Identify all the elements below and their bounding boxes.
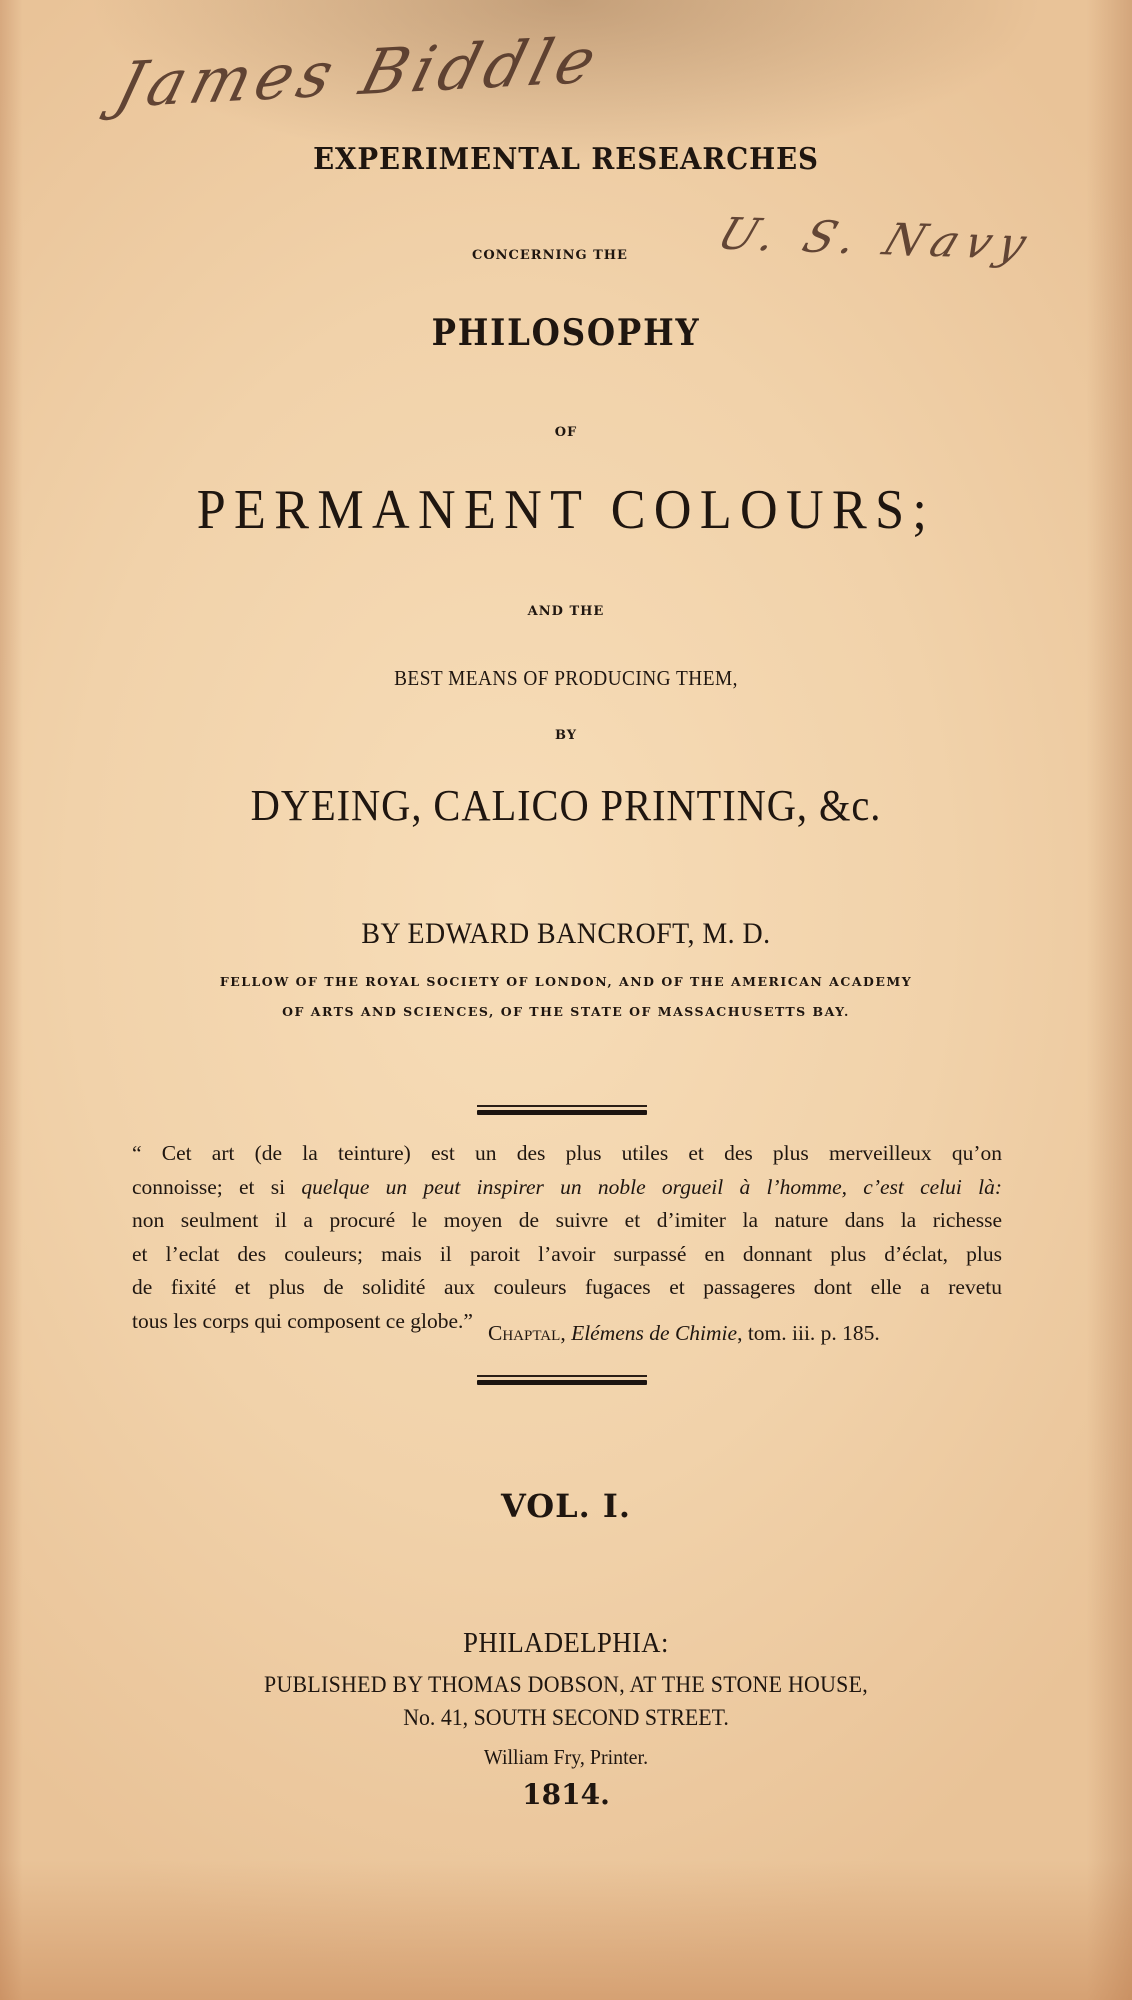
title-line-dyeing-calico-printing: DYEING, CALICO PRINTING, &c. (250, 781, 882, 830)
author-credentials-line-1: FELLOW OF THE ROYAL SOCIETY OF LONDON, AND OF THE AMERICAN ACADEMY (219, 974, 913, 989)
epigraph-citation: Chaptal, Elémens de Chimie, tom. iii. p. 185. (488, 1321, 880, 1345)
title-line-by: BY (554, 728, 578, 743)
title-line-and-the: AND THE (527, 604, 605, 619)
rule-thick-line (477, 1110, 647, 1115)
imprint-printer: William Fry, Printer. (483, 1745, 649, 1769)
rule-thin-line (477, 1375, 647, 1377)
title-line-experimental-researches: EXPERIMENTAL RESEARCHES (313, 142, 819, 177)
epigraph-line: de fixité et plus de solidité aux couleurs fugaces et passageres dont elle a revetu (132, 1275, 1002, 1299)
handwritten-annotation: U. S. Navy (710, 208, 1042, 271)
rule-thin-line (477, 1105, 647, 1107)
imprint-year: 1814. (522, 1778, 610, 1811)
epigraph-line: et l’eclat des couleurs; mais il paroit l’avoir surpassé en donnant plus d’éclat, plus (132, 1241, 1002, 1266)
imprint-address: No. 41, SOUTH SECOND STREET. (403, 1705, 729, 1731)
rule-thick-line (477, 1380, 647, 1385)
volume-number: VOL. I. (500, 1487, 632, 1525)
epigraph-quote (132, 1137, 1002, 1338)
epigraph-line: tous les corps qui composent ce globe.” (132, 1308, 473, 1333)
author-byline: BY EDWARD BANCROFT, M. D. (361, 917, 771, 950)
title-line-concerning-the: CONCERNING THE (472, 248, 628, 263)
title-line-permanent-colours: PERMANENT COLOURS; (196, 479, 936, 541)
title-line-best-means: BEST MEANS OF PRODUCING THEM, (394, 666, 738, 690)
epigraph-line: non seulment il a procuré le moyen de suivre et d’imiter la nature dans la richesse (132, 1208, 1002, 1232)
citation-author: Chaptal (488, 1321, 561, 1345)
imprint-city: PHILADELPHIA: (463, 1628, 669, 1659)
author-credentials-line-2: OF ARTS AND SCIENCES, OF THE STATE OF MASSACHUSETTS BAY. (282, 1004, 850, 1019)
decorative-double-rule-bottom (477, 1372, 647, 1385)
title-line-of: OF (554, 425, 578, 440)
epigraph-italic-phrase: quelque un peut inspirer un noble orgueil à l’homme, c’est celui là: (301, 1174, 1003, 1199)
imprint-publisher: PUBLISHED BY THOMAS DOBSON, AT THE STONE HOUSE, (264, 1672, 868, 1698)
epigraph-line: “ Cet art (de la teinture) est un des plus utiles et des plus merveilleux qu’on (132, 1141, 1002, 1165)
epigraph-line: connoisse; et si quelque un peut inspirer un noble orgueil à l’homme, c’est celui là: (132, 1174, 1003, 1199)
title-line-philosophy: PHILOSOPHY (431, 312, 701, 354)
handwritten-signature: James Biddle (108, 22, 610, 123)
decorative-double-rule-top (477, 1102, 647, 1115)
citation-work: Elémens de Chimie (571, 1321, 738, 1345)
citation-reference: , tom. iii. p. 185. (737, 1321, 880, 1345)
